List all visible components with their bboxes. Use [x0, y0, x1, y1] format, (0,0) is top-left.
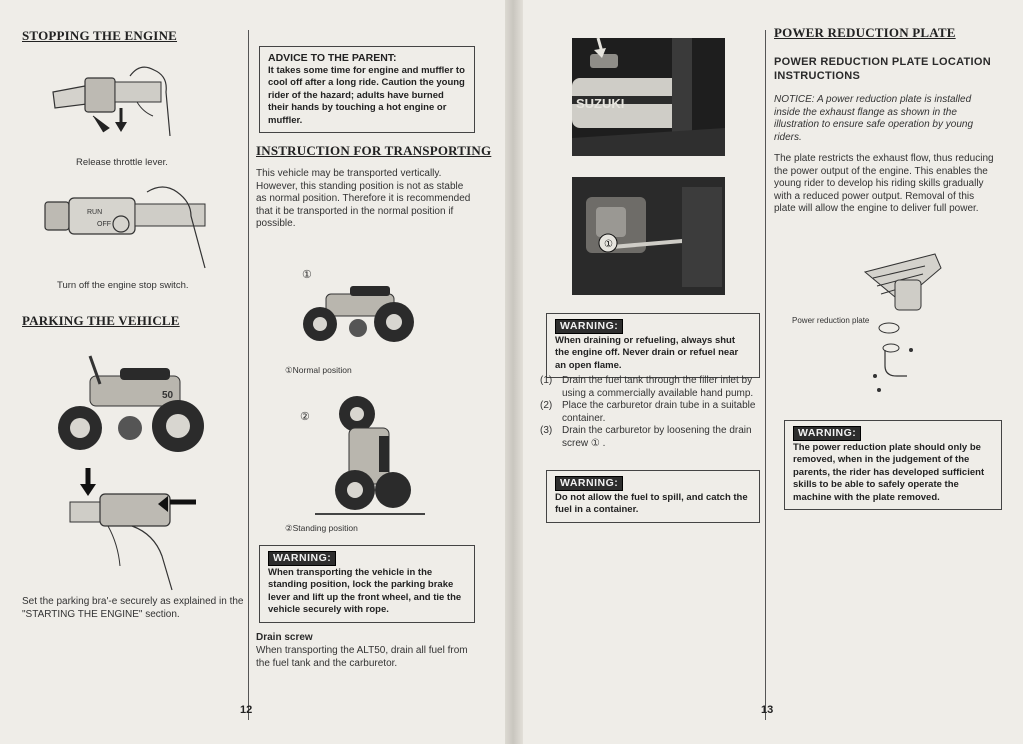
step-number: (2)	[540, 400, 553, 411]
warning-plate-label: WARNING:	[793, 426, 861, 441]
power-reduction-heading: POWER REDUCTION PLATE	[774, 25, 956, 40]
step-number: (3)	[540, 425, 553, 436]
carburetor-photo	[572, 177, 725, 295]
warning-drain-label: WARNING:	[555, 319, 623, 334]
transporting-heading: INSTRUCTION FOR TRANSPORTING	[256, 143, 492, 158]
marker-standing: ②	[300, 411, 310, 423]
warning-drain-box	[546, 313, 760, 378]
page-number-right: 13	[761, 704, 774, 716]
caption-normal-position: ①Normal position	[285, 365, 352, 375]
warning-plate-box	[784, 420, 1002, 510]
caption-stop-switch: Turn off the engine stop switch.	[57, 280, 189, 291]
drain-screw-heading: Drain screw	[256, 632, 313, 643]
column-divider-left	[248, 30, 249, 720]
power-reduction-plate-label: Power reduction plate	[792, 316, 870, 325]
throttle-release-illustration	[45, 58, 195, 148]
warning-spill-text: Do not allow the fuel to spill, and catch the fuel in a container.	[555, 491, 748, 515]
location-instructions-heading: POWER REDUCTION PLATE LOCATION INSTRUCTIONS	[774, 56, 991, 82]
warning-spill-box	[546, 470, 760, 523]
marker-normal: ①	[302, 269, 312, 281]
warning-drain-text: When draining or refueling, always shut the engine off. Never drain or refuel near an open flame.	[555, 334, 739, 371]
transporting-text: This vehicle may be transported vertically. However, this standing position is not as stable as normal position. Therefore it is recommended that it be transported in the normal position if possible.	[256, 168, 471, 229]
caption-release-throttle: Release throttle lever.	[76, 157, 168, 168]
notice-text: NOTICE: A power reduction plate is installed inside the exhaust flange as shown in the illustration to ensure safe operation by young riders.	[774, 94, 974, 143]
drain-step	[540, 425, 760, 450]
warning-transport-box	[259, 545, 475, 623]
atv-decal-50: 50	[162, 390, 174, 401]
warning-plate-text: The power reduction plate should only be removed, when in the judgement of the parents, the rider has developed sufficient skills to be able to safely operate the machine with the plate removed.	[793, 441, 985, 503]
step-text: Drain the carburetor by loosening the drain screw ① .	[562, 425, 752, 449]
drain-screw-text: When transporting the ALT50, drain all fuel from the fuel tank and the carburetor.	[256, 645, 468, 669]
fuel-tank-photo	[572, 38, 725, 156]
advice-to-parent-box	[259, 46, 475, 133]
advice-title: ADVICE TO THE PARENT:	[268, 52, 397, 64]
page-fold	[505, 0, 523, 744]
parking-brake-illustration	[60, 462, 210, 594]
column-divider-right	[765, 30, 766, 720]
stop-switch-illustration	[35, 180, 215, 275]
step-text: Drain the fuel tank through the filler inlet by using a commercially available hand pump.	[562, 375, 754, 399]
atv-standing-position-illustration	[315, 392, 425, 517]
step-number: (1)	[540, 375, 553, 386]
parking-vehicle-heading: PARKING THE VEHICLE	[22, 313, 180, 328]
advice-text: It takes some time for engine and muffler to cool off after a long ride. Caution the young rider of the hazard; adults have burned their hands by touching a hot engine or muffler.	[268, 64, 465, 126]
warning-transport-text: When transporting the vehicle in the standing position, lock the parking brake lever and lift up the front wheel, and tie the vehicle securely with rope.	[268, 566, 462, 615]
warning-transport-label: WARNING:	[268, 551, 336, 566]
switch-off-label: OFF	[97, 221, 111, 228]
step-text: Place the carburetor drain tube in a suitable container.	[562, 400, 756, 424]
atv-normal-position-illustration	[298, 276, 418, 344]
plate-function-text: The plate restricts the exhaust flow, thus reducing the power output of the engine. This enables the young rider to develop his riding skills gradually with a reduced power output. Removal of this plate will allow the engine to deliver full power.	[774, 153, 994, 214]
drain-steps-list	[540, 375, 760, 450]
atv-parked-illustration	[50, 346, 210, 456]
switch-run-label: RUN	[87, 209, 103, 216]
drain-step	[540, 400, 760, 425]
carburetor-marker: ①	[604, 239, 613, 250]
stopping-engine-heading: STOPPING THE ENGINE	[22, 28, 178, 43]
drain-step	[540, 375, 760, 400]
caption-standing-position: ②Standing position	[285, 523, 358, 533]
suzuki-logo-text: SUZUKI	[576, 96, 625, 111]
page-number-left: 12	[240, 704, 253, 716]
warning-spill-label: WARNING:	[555, 476, 623, 491]
parking-instruction-text: Set the parking bra'-e securely as explained in the "STARTING THE ENGINE" section.	[22, 596, 244, 620]
